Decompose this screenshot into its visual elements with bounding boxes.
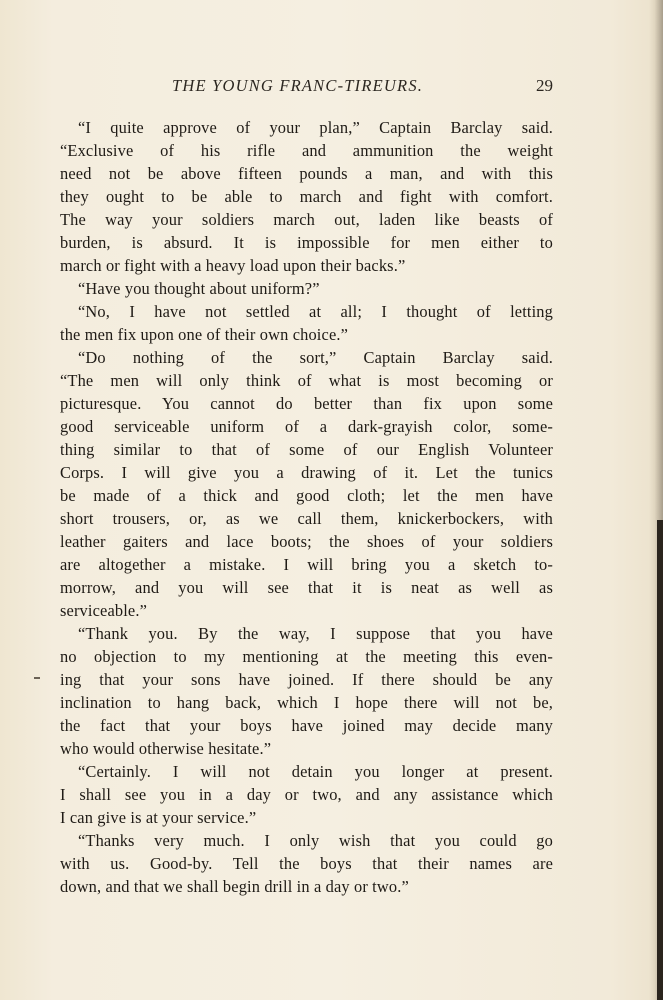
text-line: good serviceable uniform of a dark-grayish color, some- — [60, 417, 553, 436]
text-line: picturesque. You cannot do better than fix upon some — [60, 394, 553, 413]
text-line: down, and that we shall begin drill in a day or two.” — [60, 877, 409, 896]
text-line: burden, is absurd. It is impossible for men either to — [60, 233, 553, 252]
text-line: who would otherwise hesitate.” — [60, 739, 272, 758]
text-line: “Thank you. By the way, I suppose that you have — [78, 624, 553, 643]
margin-mark — [34, 677, 40, 679]
text-line: need not be above fifteen pounds a man, and with this — [60, 164, 553, 183]
text-line: the fact that your boys have joined may decide many — [60, 716, 553, 735]
text-line: inclination to hang back, which I hope there will not be, — [60, 693, 553, 712]
text-line: “Certainly. I will not detain you longer at present. — [78, 762, 553, 781]
running-head — [60, 76, 553, 100]
text-line: “The men will only think of what is most becoming or — [60, 371, 553, 390]
text-line: The way your soldiers march out, laden like beasts of — [60, 210, 553, 229]
text-line: “I quite approve of your plan,” Captain Barclay said. — [78, 118, 553, 137]
text-line: be made of a thick and good cloth; let the men have — [60, 486, 553, 505]
text-line: “No, I have not settled at all; I thought of letting — [78, 302, 553, 321]
text-line: with us. Good-by. Tell the boys that their names are — [60, 854, 553, 873]
text-line: I can give is at your service.” — [60, 808, 257, 827]
text-line: serviceable.” — [60, 601, 148, 620]
text-line: “Thanks very much. I only wish that you could go — [78, 831, 553, 850]
text-line: thing similar to that of some of our English Volunteer — [60, 440, 553, 459]
text-line: no objection to my mentioning at the meeting this even- — [60, 647, 553, 666]
text-line: march or fight with a heavy load upon their backs.” — [60, 256, 406, 275]
running-title: THE YOUNG FRANC-TIREURS. — [172, 76, 424, 95]
text-line: short trousers, or, as we call them, knickerbockers, with — [60, 509, 553, 528]
text-line: morrow, and you will see that it is neat as well as — [60, 578, 553, 597]
text-line: leather gaiters and lace boots; the shoes of your soldiers — [60, 532, 553, 551]
page-binding-edge — [657, 520, 663, 1000]
text-line: “Do nothing of the sort,” Captain Barclay said. — [78, 348, 553, 367]
text-line: Corps. I will give you a drawing of it. Let the tunics — [60, 463, 553, 482]
text-line: the men fix upon one of their own choice.” — [60, 325, 349, 344]
text-line: are altogether a mistake. I will bring you a sketch to- — [60, 555, 553, 574]
body-text — [60, 116, 553, 898]
text-line: they ought to be able to march and fight with comfort. — [60, 187, 553, 206]
text-line: “Exclusive of his rifle and ammunition the weight — [60, 141, 553, 160]
page-number: 29 — [536, 76, 553, 95]
text-line: ing that your sons have joined. If there should be any — [60, 670, 553, 689]
text-line: I shall see you in a day or two, and any assistance which — [60, 785, 553, 804]
text-line: “Have you thought about uniform?” — [78, 279, 320, 298]
